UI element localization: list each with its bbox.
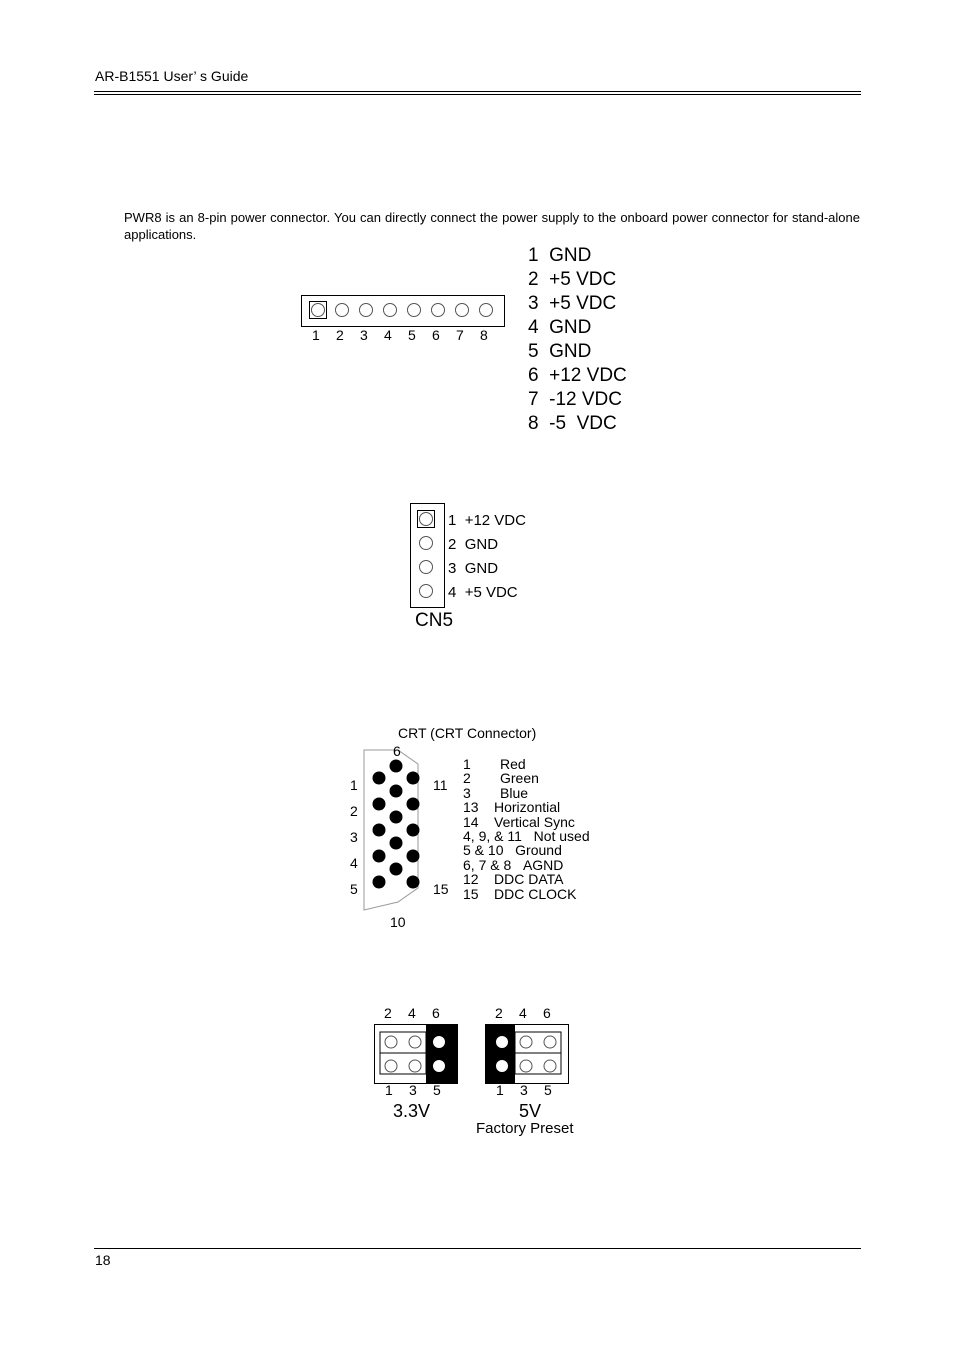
- pwr8-pin-row: 3 +5 VDC: [528, 293, 617, 314]
- pwr8-pin-number: 8: [480, 327, 488, 343]
- crt-label-left: 1: [350, 777, 358, 793]
- crt-label-left: 3: [350, 829, 358, 845]
- jumper-factory-preset-label: Factory Preset: [476, 1120, 574, 1137]
- jumper-pin: [409, 1060, 421, 1072]
- cn5-pin-row: 2 GND: [448, 536, 499, 553]
- cn5-pin-row: 3 GND: [448, 560, 499, 577]
- jumper-top-number: 4: [408, 1005, 416, 1021]
- crt-pin: [373, 850, 386, 863]
- cn5-pin-list: [448, 509, 526, 605]
- pwr8-pin-row: 8 -5 VDC: [528, 413, 617, 434]
- jumper-pin: [496, 1036, 508, 1048]
- jumper-top-number: 4: [519, 1005, 527, 1021]
- crt-pin-row: 4, 9, & 11 Not used: [463, 828, 590, 845]
- pwr8-pin-number: 1: [312, 327, 320, 343]
- jumper-bottom-number: 5: [544, 1082, 552, 1098]
- pwr8-pin: [479, 303, 493, 317]
- pwr8-pin-number: 7: [456, 327, 464, 343]
- crt-pin: [407, 798, 420, 811]
- crt-pin: [407, 824, 420, 837]
- pwr8-pin-row: 7 -12 VDC: [528, 389, 622, 410]
- cn5-pin-row: 1 +12 VDC: [448, 512, 526, 529]
- page-number: 18: [95, 1252, 111, 1268]
- jumper-bottom-number: 3: [409, 1082, 417, 1098]
- jumper-pin: [433, 1036, 445, 1048]
- crt-pin: [390, 837, 403, 850]
- crt-label-left: 5: [350, 881, 358, 897]
- jumper-bottom-number: 1: [496, 1082, 504, 1098]
- jumper-bottom-number: 3: [520, 1082, 528, 1098]
- crt-pin: [407, 876, 420, 889]
- pwr8-pin-number: 2: [336, 327, 344, 343]
- pwr8-pin: [407, 303, 421, 317]
- crt-pin-row: 3 Blue: [463, 784, 529, 801]
- pwr8-pin-number: 5: [408, 327, 416, 343]
- pwr8-pin: [335, 303, 349, 317]
- pwr8-pin: [455, 303, 469, 317]
- pwr8-header-outline: [301, 295, 505, 327]
- jumper-pin: [409, 1036, 421, 1048]
- pwr8-pin: [311, 303, 325, 317]
- jumper-pin: [520, 1060, 532, 1072]
- cn5-caption: CN5: [415, 610, 454, 631]
- jumper-top-number: 6: [432, 1005, 440, 1021]
- pwr8-pin-list: [528, 244, 627, 436]
- jumper-pin: [433, 1060, 445, 1072]
- crt-pin: [390, 863, 403, 876]
- pwr8-pin: [359, 303, 373, 317]
- pwr8-pin-number: 6: [432, 327, 440, 343]
- crt-pin: [373, 876, 386, 889]
- crt-pin: [390, 811, 403, 824]
- pwr8-pin: [431, 303, 445, 317]
- crt-pin: [390, 785, 403, 798]
- crt-pin-row: 15 DDC CLOCK: [463, 885, 577, 902]
- header-rule: [94, 91, 861, 92]
- pwr8-pin-number: 4: [384, 327, 392, 343]
- crt-pin-list: [463, 757, 590, 901]
- crt-pin-row: 14 Vertical Sync: [463, 813, 575, 830]
- crt-pin-row: 12 DDC DATA: [463, 871, 564, 888]
- crt-pin-row: 13 Horizontial: [463, 799, 561, 816]
- crt-pin-row: 2 Green: [463, 770, 539, 787]
- jumper-pin: [544, 1060, 556, 1072]
- crt-connector-drawing: [340, 740, 460, 935]
- crt-pin: [407, 850, 420, 863]
- jumper-top-number: 2: [495, 1005, 503, 1021]
- crt-label-bottom: 10: [390, 914, 406, 930]
- cn5-pin: [419, 512, 433, 526]
- crt-label-right-top: 11: [433, 777, 448, 793]
- cn5-pin: [419, 560, 433, 574]
- jumper-pin: [385, 1036, 397, 1048]
- pwr8-intro-paragraph: PWR8 is an 8-pin power connector. You can directly connect the power supply to the onboard power connector for stand-alone applications.: [124, 210, 860, 242]
- pwr8-pin-row: 6 +12 VDC: [528, 365, 627, 386]
- crt-pin-row: 1 Red: [463, 756, 526, 772]
- crt-pin: [390, 760, 403, 773]
- header-rule-double: [94, 94, 861, 95]
- footer-rule: [94, 1248, 861, 1249]
- pwr8-pin: [383, 303, 397, 317]
- pwr8-pin-row: 4 GND: [528, 317, 592, 338]
- crt-pin: [373, 824, 386, 837]
- pwr8-pin-row: 5 GND: [528, 341, 592, 362]
- page-header-title: AR-B1551 User’ s Guide: [95, 68, 249, 84]
- jumper-bottom-number: 1: [385, 1082, 393, 1098]
- crt-pin-row: 5 & 10 Ground: [463, 842, 562, 859]
- jumper-cap: [485, 1024, 515, 1084]
- jumper-5v-label: 5V: [519, 1101, 542, 1121]
- jumper-pin: [496, 1060, 508, 1072]
- crt-label-left: 2: [350, 803, 358, 819]
- jumper-pin: [544, 1036, 556, 1048]
- jumper-5v-block: [485, 1024, 569, 1084]
- jumper-3v3-label: 3.3V: [393, 1101, 431, 1121]
- cn5-pin: [419, 584, 433, 598]
- pwr8-pin-row: 1 GND: [528, 245, 592, 266]
- crt-label-right-bottom: 15: [433, 881, 449, 897]
- crt-pin: [407, 772, 420, 785]
- cn5-pin-row: 4 +5 VDC: [448, 584, 518, 601]
- crt-title: CRT (CRT Connector): [398, 725, 537, 741]
- crt-label-left: 4: [350, 855, 358, 871]
- crt-pin-row: 6, 7 & 8 AGND: [463, 856, 564, 873]
- jumper-pin: [385, 1060, 397, 1072]
- jumper-top-number: 6: [543, 1005, 551, 1021]
- crt-pin: [373, 772, 386, 785]
- jumper-cap: [426, 1024, 458, 1084]
- cn5-pin: [419, 536, 433, 550]
- jumper-pin: [520, 1036, 532, 1048]
- crt-pin: [373, 798, 386, 811]
- crt-label-top: 6: [393, 743, 401, 759]
- jumper-bottom-number: 5: [433, 1082, 441, 1098]
- pwr8-pin-row: 2 +5 VDC: [528, 269, 617, 290]
- jumper-3v3-block: [374, 1024, 458, 1084]
- jumper-top-number: 2: [384, 1005, 392, 1021]
- pwr8-pin-number: 3: [360, 327, 368, 343]
